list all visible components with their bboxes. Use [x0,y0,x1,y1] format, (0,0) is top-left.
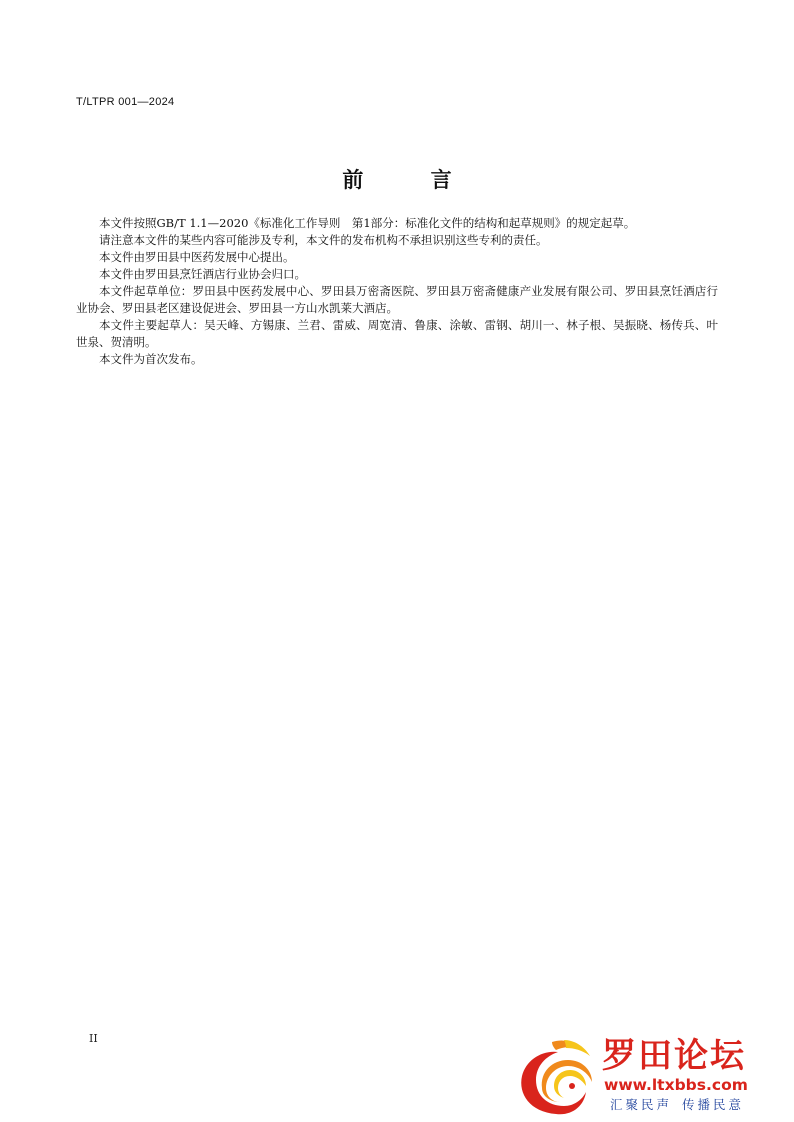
slogan-right: 传播民意 [682,1097,745,1112]
paragraph: 本文件为首次发布。 [99,352,203,366]
document-code: T/LTPR 001—2024 [76,96,175,108]
forum-url: www.ltxbbs.com [604,1076,748,1094]
forum-watermark-logo [512,1036,782,1116]
paragraph: 本文件按照GB/T 1.1—2020《标准化工作导则 第1部分：标准化文件的结构和起草规则》的规定起草。 [99,216,636,230]
paragraph: 本文件主要起草人：吴天峰、方锡康、兰君、雷威、周宽清、鲁康、涂敏、雷钢、胡川一、林子根、吴振晓、杨传兵、叶世泉、贺清明。 [76,318,718,349]
forum-name: 罗田论坛 [602,1036,746,1076]
paragraph: 请注意本文件的某些内容可能涉及专利，本文件的发布机构不承担识别这些专利的责任。 [99,233,548,247]
forum-slogan [610,1097,744,1113]
paragraph: 本文件由罗田县中医药发展中心提出。 [99,250,295,264]
page-title: 前 言 [342,168,482,192]
paragraph: 本文件由罗田县烹饪酒店行业协会归口。 [99,267,306,281]
page-number: II [89,1032,98,1045]
phoenix-logo-icon [512,1036,600,1118]
slogan-left: 汇聚民声 [610,1097,673,1112]
paragraph: 本文件起草单位：罗田县中医药发展中心、罗田县万密斋医院、罗田县万密斋健康产业发展有限公司、罗田县烹饪酒店行业协会、罗田县老区建设促进会、罗田县一方山水凯莱大酒店。 [76,284,718,315]
preface-body [76,215,718,368]
